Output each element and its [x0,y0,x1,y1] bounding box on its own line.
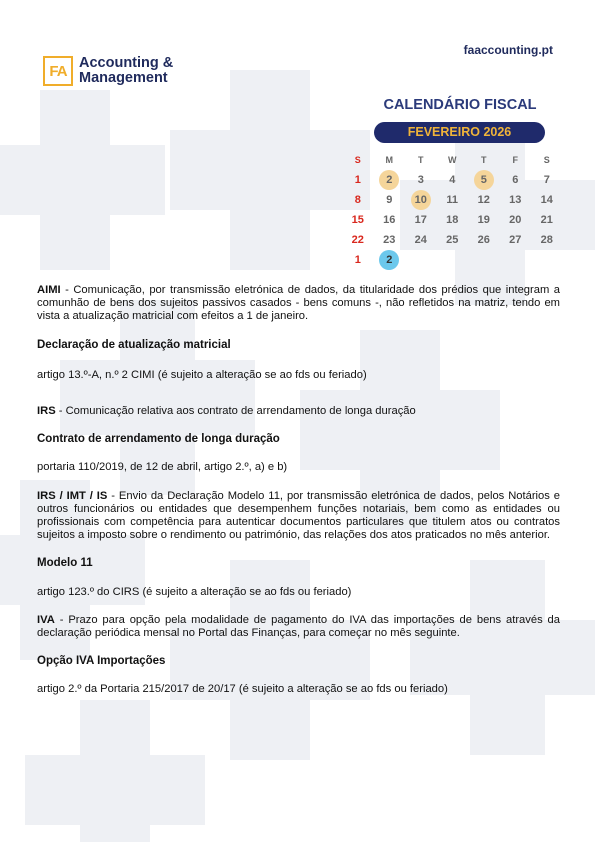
logo-wordmark [79,56,173,86]
logo-mark-icon: FA [43,56,73,86]
calendar-day: 16 [383,214,396,226]
legal-reference: artigo 2.º da Portaria 215/2017 de 20/17 (é sujeito a alteração se ao fds ou feriado) [37,683,448,696]
obligation-text: - Envio da Declaração Modelo 11, por transmissão eletrónica de dados, pelos Notários e outros funcionários ou entidades que desempenhem funções notariais, bem como as entidades ou profissionais com competência para autenticar documentos particulares que titulem atos ou contratos sujeitos a imposto sobre o rendimento ou património, das relações dos atos praticados no mês anterior. [37,489,560,542]
calendar-day-next-month: 1 [354,254,361,266]
calendar-day: 25 [446,234,459,246]
obligation-text: - Comunicação, por transmissão eletrónica de dados, da titularidade dos prédios que integram a comunhão de bens dos sujeitos passivos casados - bens comuns -, não refletidos na matriz, tendo em vista a atualização matricial com efeitos a 1 de janeiro. [37,284,560,323]
calendar-day: 11 [446,194,459,206]
obligation-description [37,405,560,418]
weekday-header-row [342,150,563,170]
calendar-day-deadline: 10 [405,190,437,210]
company-logo [43,56,173,86]
calendar-day-deadline: 5 [468,170,500,190]
calendar-day: 22 [351,234,364,246]
calendar-day: 20 [509,214,522,226]
weekday-label: T [481,155,487,165]
tax-tag: IVA [37,613,55,626]
weekday-label: T [418,155,424,165]
obligation-description [37,614,560,640]
obligation-text: - Prazo para opção pela modalidade de pagamento do IVA das importações de bens através da declaração periódica mensal no Portal das Finanças, para começar no mês seguinte. [37,613,560,640]
calendar-day: 3 [417,174,424,186]
calendar-day: 19 [477,214,490,226]
calendar-week [342,210,563,230]
logo-line-2: Management [79,70,168,86]
calendar-day: 24 [414,234,427,246]
month-label: FEVEREIRO 2026 [374,122,545,143]
calendar-day: 12 [477,194,490,206]
weekday-label: M [385,155,393,165]
calendar-day-deadline-next-month: 2 [374,250,406,270]
calendar-day: 14 [540,194,553,206]
calendar-day-deadline: 2 [374,170,406,190]
weekday-label: F [512,155,518,165]
calendar-week [342,170,563,190]
tax-tag: IRS [37,405,56,418]
calendar-day: 6 [512,174,519,186]
weekday-label: W [448,155,457,165]
calendar-day: 21 [540,214,553,226]
calendar-day: 4 [449,174,456,186]
website-link[interactable]: faaccounting.pt [463,43,553,57]
logo-line-1: Accounting & [79,55,174,71]
fiscal-obligations-list [37,284,560,697]
obligation-description [37,284,560,324]
calendar-day: 1 [354,174,361,186]
calendar-title: CALENDÁRIO FISCAL [383,97,537,113]
weekday-label: S [354,155,361,165]
calendar-grid [342,150,563,270]
obligation-description [37,490,560,543]
calendar-day: 15 [351,214,364,226]
calendar-week [342,230,563,250]
obligation-title: Opção IVA Importações [37,655,166,668]
calendar-day: 17 [414,214,427,226]
obligation-title: Declaração de atualização matricial [37,338,231,351]
calendar-week [342,250,563,270]
obligation-title: Modelo 11 [37,557,93,570]
legal-reference: artigo 123.º do CIRS (é sujeito a alteração se ao fds ou feriado) [37,585,352,598]
tax-tag: IRS / IMT / IS [37,489,108,502]
calendar-day: 8 [354,194,361,206]
obligation-text: - Comunicação relativa aos contrato de arrendamento de longa duração [55,405,416,418]
calendar-day: 27 [509,234,522,246]
calendar-day: 18 [446,214,459,226]
legal-reference: artigo 13.º-A, n.º 2 CIMI (é sujeito a alteração se ao fds ou feriado) [37,368,367,381]
calendar-day: 13 [509,194,522,206]
legal-reference: portaria 110/2019, de 12 de abril, artigo 2.º, a) e b) [37,461,288,474]
weekday-label: S [543,155,550,165]
calendar-day: 26 [477,234,490,246]
calendar-day: 9 [386,194,393,206]
obligation-title: Contrato de arrendamento de longa duração [37,433,280,446]
calendar-day: 28 [540,234,553,246]
tax-tag: AIMI [37,284,61,296]
calendar-week [342,190,563,210]
calendar-day: 23 [383,234,396,246]
calendar-day: 7 [543,174,550,186]
